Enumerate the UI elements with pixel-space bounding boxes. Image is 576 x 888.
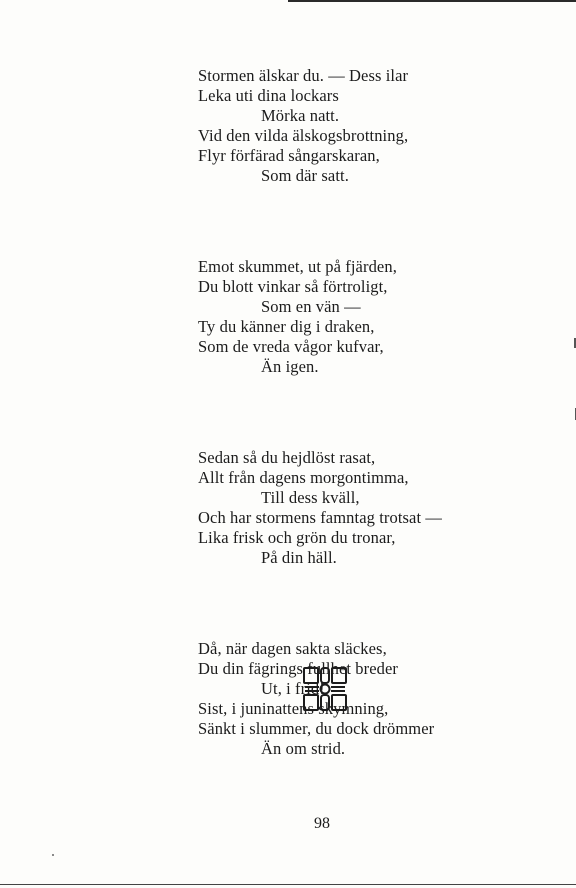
poem-line: Som en vän — bbox=[261, 297, 361, 316]
poem-line: Allt från dagens morgontimma, bbox=[198, 468, 409, 487]
stanza bbox=[198, 66, 528, 186]
poem-line: Som de vreda vågor kufvar, bbox=[198, 337, 384, 356]
poem-line: Emot skummet, ut på fjärden, bbox=[198, 257, 397, 276]
poem-line: Sist, i juninattens skymning, bbox=[198, 699, 389, 718]
poem-body bbox=[198, 66, 528, 830]
poem-line: Ut, i frid! bbox=[261, 679, 325, 698]
stanza bbox=[198, 257, 528, 377]
decorative-ornament-icon bbox=[302, 666, 348, 712]
top-edge-rule bbox=[288, 0, 576, 2]
paper-speck bbox=[52, 854, 54, 856]
poem-line: Leka uti dina lockars bbox=[198, 86, 339, 105]
poem-line: Och har stormens famntag trotsat — bbox=[198, 508, 442, 527]
poem-line: Till dess kväll, bbox=[261, 488, 360, 507]
poem-line: Sänkt i slummer, du dock drömmer bbox=[198, 719, 435, 738]
poem-line: Mörka natt. bbox=[261, 106, 340, 125]
poem-line: Vid den vilda älskogsbrottning, bbox=[198, 126, 409, 145]
poem-line: Flyr förfärad sångarskaran, bbox=[198, 146, 380, 165]
poem-line: Du din fägrings fullhet breder bbox=[198, 659, 399, 678]
poem-line: Lika frisk och grön du tronar, bbox=[198, 528, 396, 547]
poem-line: Du blott vinkar så förtroligt, bbox=[198, 277, 388, 296]
poem-line: På din häll. bbox=[261, 548, 337, 567]
poem-line: Sedan så du hejdlöst rasat, bbox=[198, 448, 376, 467]
poem-line: Som där satt. bbox=[261, 166, 349, 185]
stanza bbox=[198, 448, 528, 568]
poem-line: Stormen älskar du. — Dess ilar bbox=[198, 66, 409, 85]
bottom-edge-rule bbox=[0, 884, 576, 885]
poem-line: Än igen. bbox=[261, 357, 319, 376]
poem-line: Då, när dagen sakta släckes, bbox=[198, 639, 387, 658]
poem-line: Ty du känner dig i draken, bbox=[198, 317, 375, 336]
stanza bbox=[198, 639, 528, 759]
page-number: 98 bbox=[314, 815, 330, 832]
poem-line: Än om strid. bbox=[261, 739, 346, 758]
